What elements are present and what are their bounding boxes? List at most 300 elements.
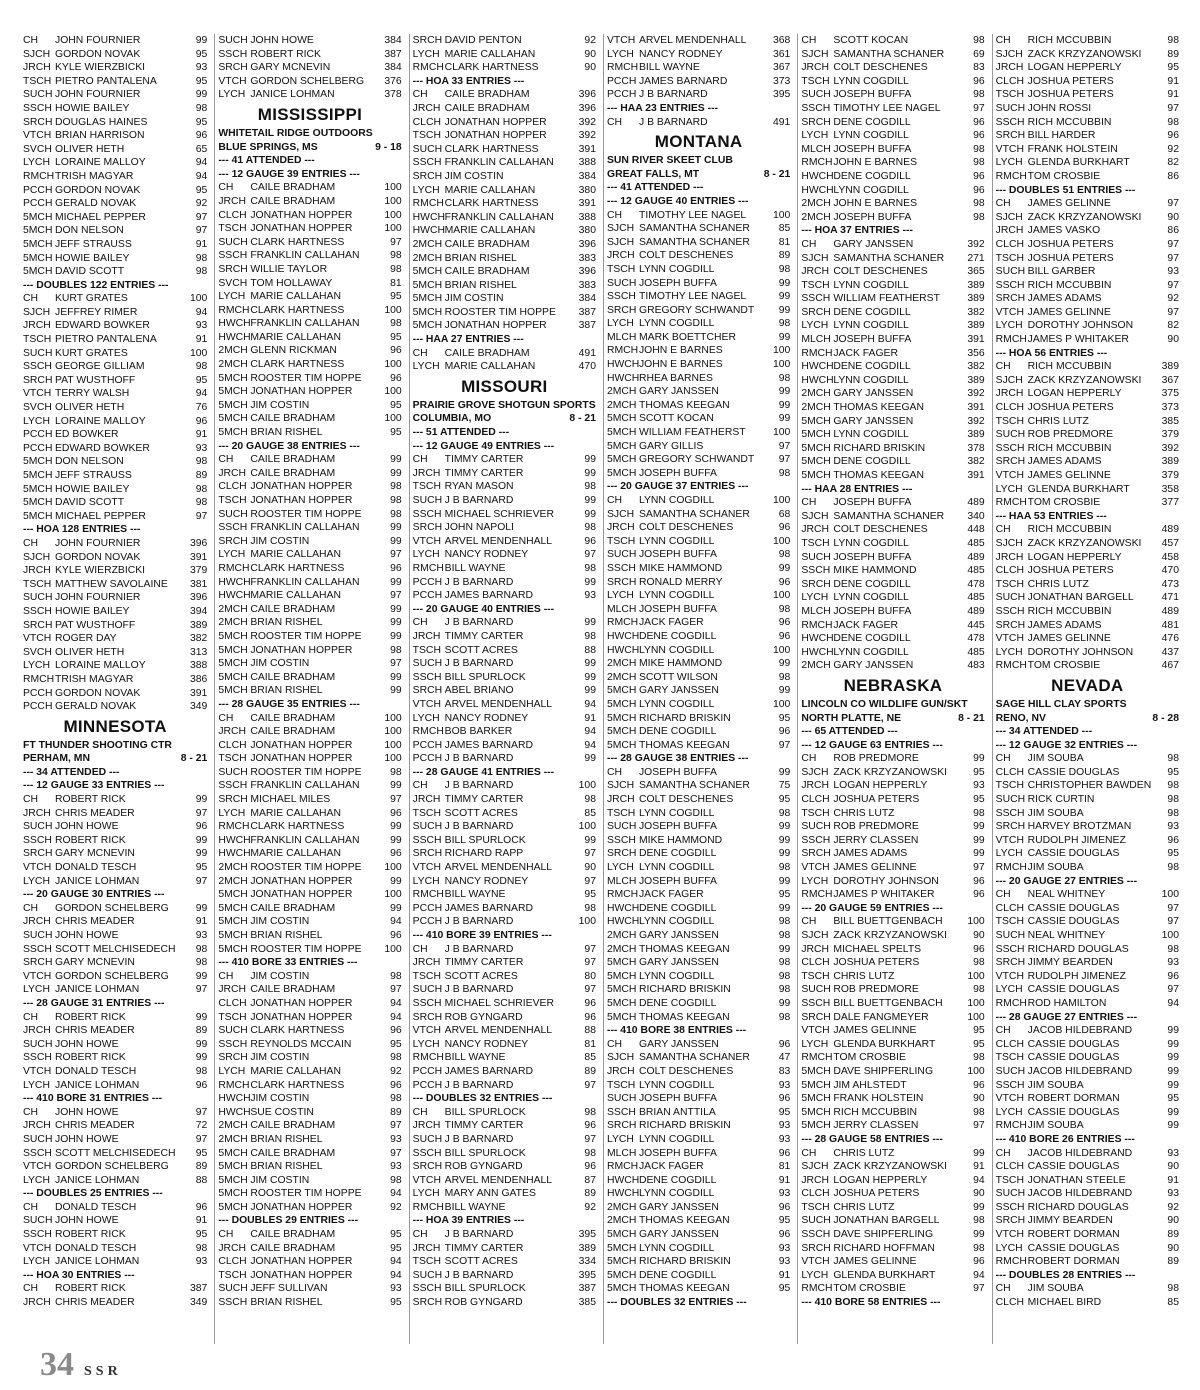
score: 98 [973, 157, 985, 169]
score: 99 [584, 671, 596, 683]
score: 81 [584, 1038, 596, 1050]
result-row [996, 143, 1179, 157]
score: 396 [578, 266, 596, 278]
score: 99 [1167, 1038, 1179, 1050]
score: 99 [1167, 1079, 1179, 1091]
result-row [607, 1228, 790, 1242]
shooter-name: TIMMY CARTER [444, 1120, 524, 1132]
score: 100 [189, 347, 208, 359]
state-heading: NEVADA [1051, 675, 1124, 695]
score: 93 [195, 930, 208, 941]
shooter-name: TOM HOLLAWAY [250, 277, 333, 289]
shooter-name: JAMES ADAMS [1027, 619, 1102, 631]
score: 99 [390, 576, 402, 588]
score: 394 [189, 605, 208, 617]
shooter-name: JIM COSTIN [444, 170, 504, 182]
score: 98 [195, 1065, 208, 1077]
class-code: 5MCH [218, 644, 248, 656]
class-code: CLCH [995, 1038, 1024, 1050]
class-code: SRCH [801, 1242, 831, 1254]
shooter-name: JOSHUA PETERS [1027, 252, 1114, 264]
class-code: SUCH [218, 236, 248, 248]
class-code: SUCH [218, 766, 248, 778]
result-row [23, 915, 207, 929]
result-row [607, 1214, 790, 1228]
score: 396 [578, 102, 596, 114]
class-code: 5MCH [412, 320, 443, 332]
class-code: LYCH [23, 415, 50, 427]
result-row [607, 589, 790, 603]
class-code: SRCH [218, 794, 248, 806]
shooter-name: GORDON NOVAK [55, 184, 141, 196]
score: 380 [578, 225, 596, 237]
shooter-name: JONATHAN BARGELL [833, 1215, 940, 1227]
result-row [801, 34, 984, 48]
result-row [23, 619, 207, 633]
shooter-name: J B BARNARD [638, 89, 708, 101]
score: 99 [1167, 1025, 1179, 1037]
shooter-name: GERALD NOVAK [55, 198, 137, 210]
class-code: JRCH [23, 1297, 51, 1309]
class-code: VTCH [606, 35, 636, 46]
class-code: SRCH [606, 576, 637, 588]
class-code: LYCH [606, 48, 634, 60]
shooter-name: DAVID SCOTT [55, 497, 125, 509]
class-code: 5MCH [606, 413, 637, 425]
result-row [413, 1255, 596, 1269]
score: 98 [973, 1215, 985, 1227]
shooter-name: EDWARD BOWKER [55, 320, 150, 332]
score: 96 [973, 184, 985, 196]
class-code: JRCH [801, 943, 830, 955]
result-row [23, 442, 207, 456]
class-code: VTCH [412, 1174, 441, 1186]
city: PERHAM, MN [23, 753, 90, 765]
event-header: --- HOA 33 ENTRIES --- [412, 75, 525, 87]
class-code: TSCH [23, 334, 52, 346]
class-code: 5MCH [218, 943, 248, 955]
shooter-name: JACK FAGER [638, 889, 704, 901]
class-code: 5MCH [218, 413, 248, 425]
result-row [23, 1119, 207, 1133]
result-row [607, 116, 790, 130]
score: 99 [584, 576, 596, 588]
shooter-name: JONATHAN HOPPER [250, 753, 353, 765]
result-row [218, 684, 401, 698]
score: 99 [778, 943, 791, 955]
shooter-name: BILL HARDER [1027, 130, 1096, 142]
class-code: HWCH [218, 590, 251, 602]
shooter-name: JOHN NAPOLI [444, 522, 514, 534]
score: 93 [778, 1242, 791, 1254]
shooter-name: MARIE CALLAHAN [444, 225, 536, 237]
result-row [801, 1147, 984, 1161]
result-row [996, 619, 1179, 633]
score: 457 [1161, 537, 1179, 549]
result-row [996, 156, 1179, 170]
score: 89 [195, 1025, 208, 1037]
shooter-name: JAMES VASKO [1027, 225, 1101, 237]
class-code: VTCH [995, 306, 1024, 318]
class-code: SSCH [606, 834, 636, 846]
shooter-name: ARVEL MENDENHALL [444, 698, 553, 710]
result-row [801, 632, 984, 646]
class-code: 5MCH [606, 1229, 637, 1241]
shooter-name: RYAN MASON [444, 481, 514, 493]
shooter-name: SCOTT ACRES [444, 644, 518, 656]
shooter-name: COLT DESCHENES [638, 794, 734, 806]
result-row [413, 1106, 596, 1120]
shooter-name: ROOSTER TIM HOPPE [250, 630, 362, 642]
shooter-name: SAMANTHA SCHANER [833, 48, 945, 60]
class-code: CH [801, 1147, 817, 1159]
class-code: SJCH [23, 306, 51, 318]
shooter-name: JOSEPH BUFFA [833, 497, 912, 509]
result-row [996, 888, 1179, 902]
result-row [996, 997, 1179, 1011]
score: 86 [1167, 225, 1179, 237]
state-heading: MISSISSIPPI [257, 104, 363, 124]
result-row [218, 34, 401, 48]
result-row [218, 929, 401, 943]
result-row [23, 483, 207, 497]
class-code: SUCH [23, 1038, 53, 1050]
result-row [607, 317, 790, 331]
class-code: JRCH [801, 524, 830, 536]
result-row [607, 535, 790, 549]
result-row [413, 752, 596, 766]
shooter-name: GARY JANSSEN [638, 386, 719, 398]
class-code: VTCH [23, 1242, 52, 1254]
shooter-name: GARY JANSSEN [638, 930, 719, 941]
class-code: 5MCH [218, 372, 248, 384]
score: 90 [584, 48, 596, 60]
class-code: 5MCH [218, 630, 248, 642]
shooter-name: GARY JANSSEN [638, 685, 719, 697]
shooter-name: FRANKLIN CALLAHAN [250, 834, 360, 846]
shooter-name: JONATHAN HOPPER [250, 1256, 353, 1268]
shooter-name: CHRIS MEADER [55, 807, 135, 819]
class-code: 2MCH [606, 1201, 637, 1213]
event-header: --- 28 GAUGE 41 ENTRIES --- [412, 766, 555, 778]
shooter-name: LYNN COGDILL [638, 807, 715, 819]
result-row [996, 374, 1179, 388]
class-code: CLCH [801, 794, 830, 806]
shooter-name: JANICE LOHMAN [55, 1174, 140, 1186]
class-code: JRCH [606, 794, 635, 806]
class-code: CLCH [995, 402, 1024, 414]
score: 98 [778, 862, 791, 874]
result-row [607, 861, 790, 875]
score: 100 [384, 386, 402, 398]
score: 99 [390, 454, 402, 466]
score: 384 [578, 293, 596, 305]
score: 365 [967, 266, 985, 278]
score: 100 [1161, 889, 1179, 901]
score: 386 [189, 673, 208, 685]
result-row [413, 576, 596, 590]
class-code: SUCH [412, 658, 443, 670]
result-row [218, 1051, 401, 1065]
shooter-name: JOSHUA PETERS [1027, 238, 1114, 250]
score: 95 [973, 766, 985, 778]
class-code: TSCH [218, 495, 247, 506]
shooter-name: NEAL WHITNEY [1027, 889, 1106, 901]
score: 97 [584, 875, 596, 887]
result-row [607, 997, 790, 1011]
shooter-name: OLIVER HETH [55, 143, 125, 155]
class-code: SJCH [995, 211, 1023, 223]
class-code: 5MCH [412, 306, 443, 318]
class-code: VTCH [412, 698, 441, 710]
class-code: LYCH [412, 1038, 440, 1050]
result-row [607, 61, 790, 75]
class-code: VTCH [23, 388, 52, 400]
shooter-name: JONATHAN HOPPER [250, 1011, 353, 1023]
class-code: SSCH [218, 1038, 248, 1050]
shooter-name: J B BARNARD [444, 984, 514, 996]
result-row [23, 1147, 207, 1161]
class-code: SRCH [412, 848, 443, 860]
score: 100 [578, 780, 596, 792]
result-row [23, 943, 207, 957]
result-row [218, 793, 401, 807]
result-row [218, 671, 401, 685]
shooter-name: CASSIE DOUGLAS [1027, 1161, 1120, 1173]
score: 99 [584, 685, 596, 697]
score: 489 [1161, 605, 1179, 617]
result-row [218, 1187, 401, 1201]
shooter-name: CHRIS LUTZ [1027, 578, 1089, 590]
shooter-name: GLENDA BURKHART [1027, 157, 1130, 169]
score: 100 [967, 1065, 985, 1077]
score: 349 [189, 701, 208, 713]
shooter-name: COLT DESCHENES [833, 524, 928, 536]
club-name: SUN RIVER SKEET CLUB [606, 155, 733, 167]
result-row [218, 372, 401, 386]
shooter-name: CASSIE DOUGLAS [1027, 848, 1120, 860]
score: 334 [578, 1256, 596, 1268]
score: 389 [1161, 456, 1179, 468]
class-code: TSCH [995, 780, 1024, 792]
score: 98 [584, 562, 596, 574]
class-code: SRCH [995, 1215, 1026, 1227]
result-row [218, 657, 401, 671]
result-row [801, 1011, 984, 1025]
score: 95 [1167, 62, 1179, 74]
class-code: SRCH [23, 848, 53, 860]
class-code: 5MCH [23, 238, 53, 250]
shooter-name: CHRISTOPHER BAWDEN [1027, 780, 1152, 792]
score: 95 [973, 1038, 985, 1050]
result-row [996, 306, 1179, 320]
shooter-name: JONATHAN HOPPER [250, 997, 353, 1009]
shooter-name: JONATHAN HOPPER [250, 386, 353, 398]
score: 98 [390, 495, 402, 506]
class-code: SUCH [412, 984, 443, 996]
result-row [607, 725, 790, 739]
score: 99 [973, 834, 985, 846]
score: 99 [778, 902, 791, 914]
event-header: --- 34 ATTENDED --- [23, 766, 120, 778]
class-code: JRCH [218, 1242, 247, 1254]
shooter-name: JONATHAN HOPPER [250, 481, 353, 493]
class-code: SSCH [23, 361, 52, 373]
event-header: --- 20 GAUGE 27 ENTRIES --- [995, 875, 1138, 887]
score: 97 [390, 658, 402, 670]
class-code: SUCH [995, 266, 1026, 278]
result-row [801, 1024, 984, 1038]
score: 99 [584, 495, 596, 506]
shooter-name: J B BARNARD [444, 780, 514, 792]
score: 98 [195, 456, 208, 468]
result-row [801, 238, 984, 252]
shooter-name: RICHARD BRISKIN [638, 712, 731, 724]
score: 99 [778, 766, 791, 778]
results-column [992, 34, 1182, 1344]
class-code: 2MCH [606, 671, 637, 683]
class-code: CH [801, 916, 817, 928]
result-row [218, 1065, 401, 1079]
score: 95 [390, 1229, 402, 1241]
shooter-name: WILLIE TAYLOR [250, 263, 328, 275]
class-code: SRCH [412, 1297, 443, 1309]
shooter-name: MARIE CALLAHAN [250, 291, 341, 303]
result-row [801, 659, 984, 673]
score: 96 [973, 875, 985, 887]
score: 98 [584, 902, 596, 914]
shooter-name: J B BARNARD [444, 495, 514, 506]
shooter-name: ROB GYNGARD [444, 1297, 523, 1309]
shooter-name: DON NELSON [55, 225, 124, 237]
city: BLUE SPRINGS, MS [218, 141, 318, 153]
class-code: SJCH [801, 48, 829, 60]
score: 378 [384, 89, 402, 101]
shooter-name: CAILE BRADHAM [250, 1120, 336, 1132]
result-row [413, 1187, 596, 1201]
class-code: SRCH [23, 619, 53, 631]
result-row [996, 1296, 1179, 1310]
class-code: VTCH [412, 862, 441, 874]
shooter-name: LYNN COGDILL [833, 184, 909, 196]
result-row [413, 548, 596, 562]
shooter-name: DOROTHY JOHNSON [833, 875, 939, 887]
score: 85 [778, 223, 791, 235]
class-code: LYCH [218, 549, 246, 561]
class-code: 2MCH [218, 617, 248, 629]
shooter-name: BRIAN RISHEL [250, 685, 323, 697]
result-row [23, 820, 207, 834]
shooter-name: LYNN COGDILL [638, 1133, 715, 1145]
score: 99 [778, 685, 791, 697]
result-row [607, 222, 790, 236]
class-code: SJCH [801, 510, 829, 522]
score: 100 [772, 535, 791, 547]
result-row [218, 480, 401, 494]
result-row [801, 428, 984, 442]
shooter-name: JEFF SULLIVAN [250, 1283, 328, 1295]
result-row [996, 319, 1179, 333]
shoot-date: 8 - 21 [569, 413, 596, 425]
event-header: --- HAA 23 ENTRIES --- [606, 102, 719, 114]
class-code: SSCH [412, 834, 442, 846]
shooter-name: NANCY RODNEY [444, 712, 529, 724]
score: 98 [584, 630, 596, 642]
shooter-name: JAMES ADAMS [1027, 456, 1102, 468]
class-code: LYCH [801, 320, 829, 332]
class-code: LYCH [412, 875, 440, 887]
shooter-name: CASSIE DOUGLAS [1027, 916, 1120, 928]
score: 99 [390, 780, 402, 792]
score: 470 [578, 361, 596, 373]
class-code: LYCH [801, 130, 829, 142]
class-code: RMCH [218, 821, 250, 833]
class-code: SRCH [218, 1052, 248, 1064]
shooter-name: ROB GYNGARD [444, 1161, 523, 1173]
result-row [23, 197, 207, 211]
result-row [996, 943, 1179, 957]
shooter-name: BRIAN RISHEL [444, 279, 517, 291]
event-header: --- 28 GAUGE 31 ENTRIES --- [23, 997, 165, 1009]
class-code: JRCH [23, 1025, 51, 1037]
score: 98 [778, 970, 791, 982]
score: 91 [1167, 75, 1179, 87]
result-row [607, 508, 790, 522]
class-code: SVCH [23, 646, 52, 658]
result-row [218, 209, 401, 223]
class-code: SUCH [412, 1269, 443, 1281]
result-row [413, 1038, 596, 1052]
score: 96 [584, 997, 596, 1009]
shooter-name: BILL SPURLOCK [444, 671, 526, 683]
shooter-name: COLT DESCHENES [638, 522, 734, 534]
shooter-name: GARY MCNEVIN [55, 848, 135, 860]
result-row [607, 793, 790, 807]
class-code: RMCH [606, 345, 639, 357]
shooter-name: PAT WUSTHOFF [55, 619, 136, 631]
club-name: FT THUNDER SHOOTING CTR [23, 739, 172, 751]
score: 96 [390, 1025, 402, 1037]
score: 98 [390, 1093, 402, 1105]
score: 85 [584, 1052, 596, 1064]
class-code: HWCH [606, 1174, 640, 1186]
result-row [218, 1201, 401, 1215]
shooter-name: ROBERT RICK [55, 1052, 126, 1064]
shooter-name: ED BOWKER [55, 429, 119, 441]
result-row [218, 236, 401, 250]
result-row [23, 61, 207, 75]
class-code: CH [23, 35, 39, 46]
shooter-name: FRANKLIN CALLAHAN [250, 576, 360, 588]
result-row [413, 48, 596, 62]
score: 95 [1167, 766, 1179, 778]
shooter-name: LYNN COGDILL [833, 592, 909, 604]
result-row [996, 970, 1179, 984]
score: 97 [195, 807, 208, 819]
result-row [801, 619, 984, 633]
shooter-name: DENE COGDILL [833, 456, 911, 468]
class-code: CLCH [412, 116, 441, 128]
class-code: CH [606, 766, 622, 778]
score: 93 [1167, 1188, 1179, 1200]
class-code: JRCH [995, 551, 1024, 563]
score: 377 [1161, 497, 1179, 509]
score: 98 [973, 984, 985, 996]
class-code: 5MCH [218, 1161, 248, 1173]
class-code: PCCH [23, 442, 53, 454]
shooter-name: DAVE SHIPFERLING [833, 1229, 934, 1241]
shooter-name: CHRIS LUTZ [833, 970, 895, 982]
